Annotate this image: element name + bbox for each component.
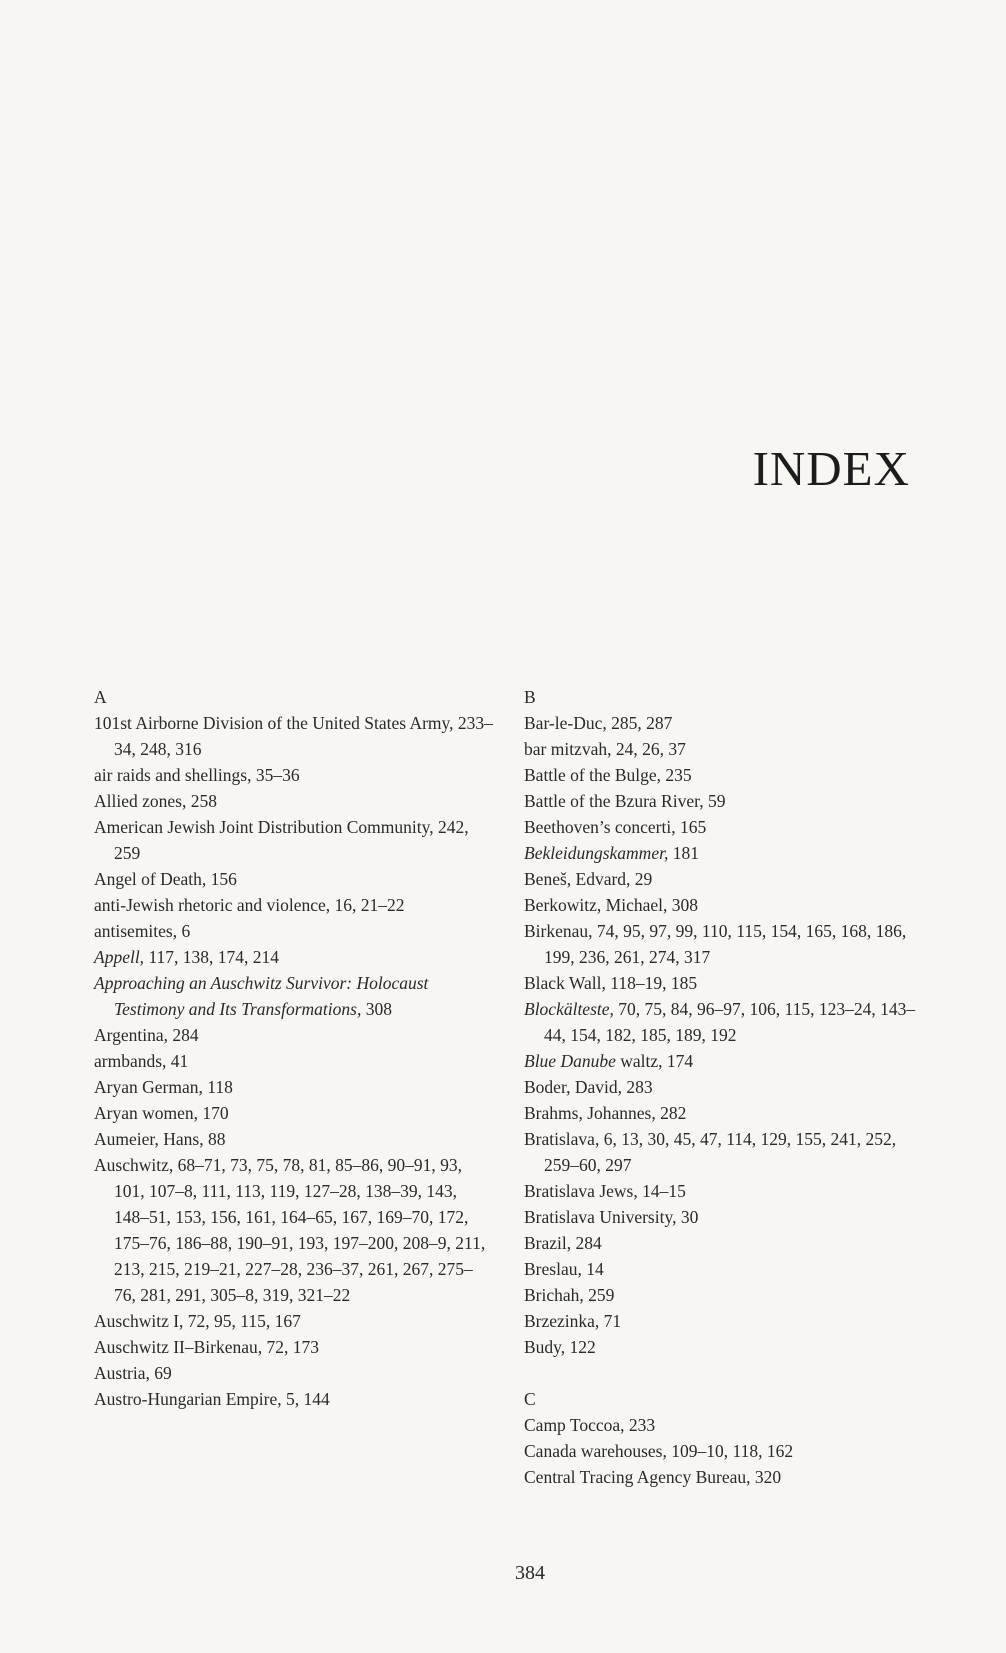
index-entry — [524, 1282, 924, 1308]
index-entry-text: Bar-le-Duc, 285, 287 — [524, 713, 673, 733]
index-entry-text: air raids and shellings, 35–36 — [94, 765, 300, 785]
index-entry — [94, 1022, 494, 1048]
index-entry-text: Austro-Hungarian Empire, 5, 144 — [94, 1389, 330, 1409]
index-entry — [94, 1048, 494, 1074]
index-entry — [524, 736, 924, 762]
section-letter: B — [524, 687, 536, 707]
index-entry — [94, 788, 494, 814]
index-entry — [524, 1100, 924, 1126]
index-entry — [524, 918, 924, 970]
index-entry-text: Berkowitz, Michael, 308 — [524, 895, 698, 915]
index-entry — [524, 1204, 924, 1230]
index-entry-text: Aryan women, 170 — [94, 1103, 229, 1123]
index-entry-text: Canada warehouses, 109–10, 118, 162 — [524, 1441, 794, 1461]
index-entry — [524, 762, 924, 788]
page-number: 384 — [515, 1562, 545, 1584]
index-entry-text: Austria, 69 — [94, 1363, 172, 1383]
index-entry — [94, 944, 494, 970]
index-entry — [94, 1386, 494, 1412]
index-entry-text: Bratislava, 6, 13, 30, 45, 47, 114, 129, 155, 241, 252, 259–60, 297 — [524, 1129, 897, 1175]
index-entry-text: Auschwitz II–Birkenau, 72, 173 — [94, 1337, 320, 1357]
index-entry — [524, 892, 924, 918]
index-entry-text: Auschwitz I, 72, 95, 115, 167 — [94, 1311, 301, 1331]
index-entry-text: 308 — [361, 999, 392, 1019]
index-entry — [94, 1126, 494, 1152]
index-entry-text: Brzezinka, 71 — [524, 1311, 622, 1331]
index-entry-text: Birkenau, 74, 95, 97, 99, 110, 115, 154, 165, 168, 186, 199, 236, 261, 274, 317 — [524, 921, 907, 967]
index-entry-text: Argentina, 284 — [94, 1025, 199, 1045]
index-entry-italic-term: Bekleidungskammer, — [524, 843, 669, 863]
index-entry-text: bar mitzvah, 24, 26, 37 — [524, 739, 686, 759]
index-entry-text: Boder, David, 283 — [524, 1077, 653, 1097]
index-column-right — [524, 684, 924, 1516]
index-entry-text: 117, 138, 174, 214 — [144, 947, 280, 967]
index-entry-text: American Jewish Joint Distribution Community, 242, 259 — [94, 817, 469, 863]
index-entry-text: Black Wall, 118–19, 185 — [524, 973, 698, 993]
index-entry-text: Brichah, 259 — [524, 1285, 615, 1305]
index-entry-text: armbands, 41 — [94, 1051, 189, 1071]
index-entry — [94, 1308, 494, 1334]
index-entry-text: Camp Toccoa, 233 — [524, 1415, 656, 1435]
index-entry — [524, 996, 924, 1048]
index-entry-text: Breslau, 14 — [524, 1259, 604, 1279]
index-entry-text: Brahms, Johannes, 282 — [524, 1103, 687, 1123]
index-entry-text: Bratislava Jews, 14–15 — [524, 1181, 686, 1201]
index-entry — [524, 1256, 924, 1282]
index-entry — [524, 814, 924, 840]
index-entry — [524, 1074, 924, 1100]
index-entry — [524, 970, 924, 996]
section-letter: C — [524, 1389, 536, 1409]
index-entry — [524, 710, 924, 736]
index-entry-text: Angel of Death, 156 — [94, 869, 237, 889]
index-entry — [524, 840, 924, 866]
index-entry-text: Central Tracing Agency Bureau, 320 — [524, 1467, 782, 1487]
index-entry — [94, 710, 494, 762]
index-entry-text: Battle of the Bulge, 235 — [524, 765, 692, 785]
index-entry — [524, 1464, 924, 1490]
index-section-a — [94, 684, 494, 1412]
index-entry-text: Beethoven’s concerti, 165 — [524, 817, 707, 837]
index-entry — [524, 1438, 924, 1464]
index-entry-text: Battle of the Bzura River, 59 — [524, 791, 726, 811]
index-entry-text: 70, 75, 84, 96–97, 106, 115, 123–24, 143–44, 154, 182, 185, 189, 192 — [544, 999, 916, 1045]
index-entry-text: Bratislava University, 30 — [524, 1207, 699, 1227]
index-entry-text: Auschwitz, 68–71, 73, 75, 78, 81, 85–86, 90–91, 93, 101, 107–8, 111, 113, 119, 127–28, 138–39, 143, 148–51, 153, 156, 161, 164–65, 167, 169–70, 172, 175–76, 186–88, 190–91, 193, 197–200, 208–9, 211, 213, 215, 219–21, 227–28, 236–37, 261, 267, 275–76, 281, 291, 305–8, 319, 321–22 — [94, 1155, 486, 1305]
index-entry — [94, 892, 494, 918]
index-entry — [94, 1074, 494, 1100]
index-entry — [94, 1334, 494, 1360]
section-letter: A — [94, 687, 107, 707]
index-entry — [94, 1360, 494, 1386]
index-entry — [524, 1412, 924, 1438]
index-column-left — [94, 684, 494, 1438]
index-entry-text: Beneš, Edvard, 29 — [524, 869, 653, 889]
index-entry — [524, 1048, 924, 1074]
index-entry — [524, 866, 924, 892]
index-entry — [94, 866, 494, 892]
index-entry — [94, 814, 494, 866]
index-entry — [94, 918, 494, 944]
index-entry — [94, 1100, 494, 1126]
index-entry-text: 101st Airborne Division of the United States Army, 233–34, 248, 316 — [94, 713, 493, 759]
index-entry-italic-term: Appell, — [94, 947, 145, 967]
index-entry — [94, 1152, 494, 1308]
index-entry-text: Allied zones, 258 — [94, 791, 217, 811]
index-entry — [94, 970, 494, 1022]
index-entry-text: Aryan German, 118 — [94, 1077, 233, 1097]
index-entry-text: 181 — [668, 843, 699, 863]
index-entry — [524, 1230, 924, 1256]
index-entry-text: Budy, 122 — [524, 1337, 596, 1357]
index-entry — [524, 1126, 924, 1178]
index-entry-text: antisemites, 6 — [94, 921, 191, 941]
index-entry — [524, 1178, 924, 1204]
index-section-c — [524, 1386, 924, 1490]
index-entry — [524, 1308, 924, 1334]
index-entry — [524, 1334, 924, 1360]
index-entry-italic-term: Blue Danube — [524, 1051, 616, 1071]
index-entry-text: Brazil, 284 — [524, 1233, 602, 1253]
index-entry-italic-term: Blockälteste, — [524, 999, 614, 1019]
index-entry-text: Aumeier, Hans, 88 — [94, 1129, 226, 1149]
index-entry-italic-term: Approaching an Auschwitz Survivor: Holocaust Testimony and Its Transformations, — [94, 973, 429, 1019]
page-title: INDEX — [752, 441, 910, 496]
index-entry-text: anti-Jewish rhetoric and violence, 16, 21–22 — [94, 895, 405, 915]
index-entry-text: waltz, 174 — [615, 1051, 694, 1071]
index-entry — [94, 762, 494, 788]
index-section-b — [524, 684, 924, 1360]
index-entry — [524, 788, 924, 814]
